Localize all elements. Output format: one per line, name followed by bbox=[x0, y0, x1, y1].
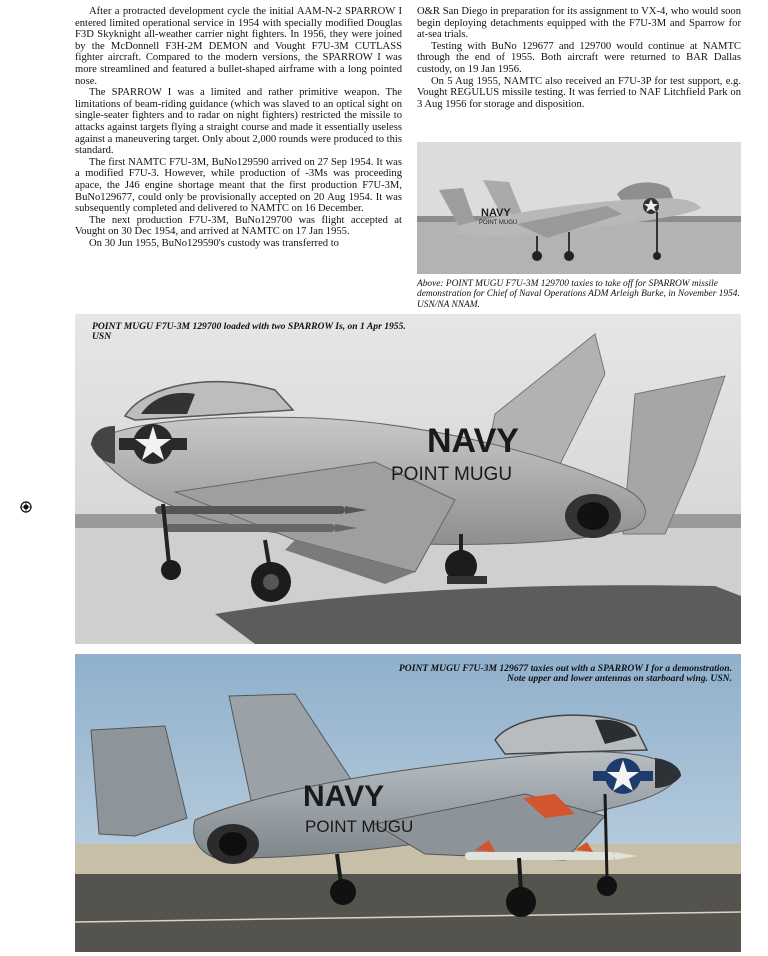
navy-marking: NAVY bbox=[427, 422, 519, 460]
paragraph: Testing with BuNo 129677 and 129700 would continue at NAMTC through the end of 1955. Both aircraft were returned to BAR Dallas custody, on 19 Jan 1956. bbox=[417, 40, 741, 75]
photo-aircraft-parked-bw bbox=[75, 314, 741, 644]
photo-caption: Above: POINT MUGU F7U-3M 129700 taxies to take off for SPARROW missile demonstration for Chief of Naval Operations ADM Arleigh Burke, in November 1954. USN/NA NNAM. bbox=[417, 279, 740, 310]
text-column-right bbox=[417, 6, 741, 110]
paragraph: After a protracted development cycle the initial AAM-N-2 SPARROW I entered limited operational service in 1954 with specially modified Douglas F3D Skyknight all-weather carrier night fighters. In 1956, they were joined by the McDonnell F3H-2M DEMON and Vought F7U-3M CUTLASS fighter aircraft. Compared to the modern versions, the SPARROW I was more streamlined and featured a bullet-shaped airframe with a long pointed nose. bbox=[75, 6, 402, 87]
base-marking: POINT MUGU bbox=[479, 220, 518, 226]
registration-mark-icon bbox=[20, 501, 32, 513]
paragraph: O&R San Diego in preparation for its assignment to VX-4, who would soon begin deploying detachments equipped with the F7U-3M and Sparrow for at-sea trials. bbox=[417, 6, 741, 41]
paragraph: On 30 Jun 1955, BuNo129590's custody was transferred to bbox=[89, 237, 339, 249]
text-column-left bbox=[75, 6, 402, 249]
base-marking: POINT MUGU bbox=[305, 817, 414, 836]
photo-caption: POINT MUGU F7U-3M 129700 loaded with two SPARROW Is, on 1 Apr 1955. USN bbox=[92, 321, 406, 343]
navy-marking: NAVY bbox=[481, 207, 511, 219]
paragraph: The SPARROW I was a limited and rather primitive weapon. The limitations of beam-riding guidance (which was slaved to an optical sight on single-seater fighters and to radar on night fighters) restricted the missile to attacks against targets flying a straight course and made it essentially useless against a maneuvering target. Only about 2,000 rounds were produced to this standard. bbox=[75, 87, 402, 157]
base-marking: POINT MUGU bbox=[391, 464, 513, 485]
paragraph: On 5 Aug 1955, NAMTC also received an F7U-3P for test support, e.g. Vought REGULUS missile testing. It was ferried to NAF Litchfield Park on 3 Aug 1956 for storage and disposition. bbox=[417, 75, 741, 110]
photo-aircraft-taxi-color bbox=[75, 654, 741, 952]
photo-caption: POINT MUGU F7U-3M 129677 taxies out with a SPARROW I for a demonstration. Note upper and lower antennas on starboard wing. USN. bbox=[398, 663, 732, 685]
paragraph: The next production F7U-3M, BuNo129700 was flight accepted at Vought on 30 Dec 1954, and arrived at NAMTC on 17 Jan 1955. bbox=[75, 214, 402, 238]
paragraph: The first NAMTC F7U-3M, BuNo129590 arrived on 27 Sep 1954. It was a modified F7U-3. However, while production of -3Ms was proceeding apace, the J46 engine shortage meant that the first production F7U-3M, BuNo129677, could only be provisionally accepted on 20 Aug 1954. It was subsequently completed and delivered to NAMTC on 16 December. bbox=[75, 156, 402, 215]
navy-marking: NAVY bbox=[303, 780, 385, 813]
photo-aircraft-taxi-bw bbox=[417, 142, 741, 274]
